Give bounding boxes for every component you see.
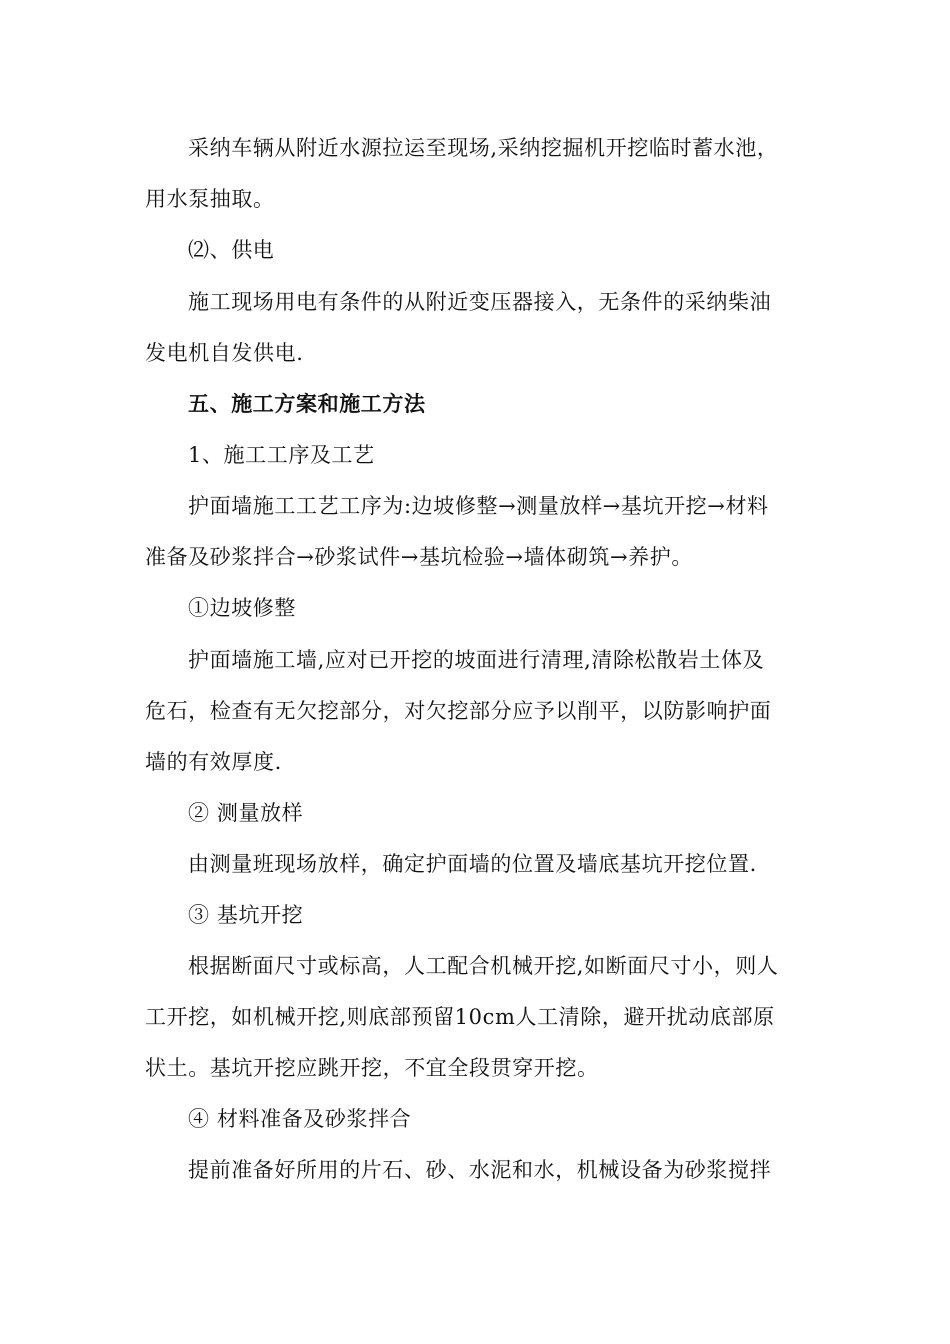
paragraph-survey-line-1: 由测量班现场放样，确定护面墙的位置及墙底基坑开挖位置. xyxy=(188,852,757,876)
paragraph-excavation-line-3: 状土。基坑开挖应跳开挖，不宜全段贯穿开挖。 xyxy=(145,1056,599,1080)
step-heading-survey-layout: ② 测量放样 xyxy=(188,801,304,825)
subheading-process: 1、施工工序及工艺 xyxy=(188,443,375,467)
step-heading-foundation-excavation: ③ 基坑开挖 xyxy=(188,903,304,927)
paragraph-process-line-1: 护面墙施工工艺工序为:边坡修整→测量放样→基坑开挖→材料 xyxy=(188,494,769,518)
paragraph-slope-line-2: 危石，检查有无欠挖部分，对欠挖部分应予以削平，以防影响护面 xyxy=(145,699,772,723)
paragraph-materials-line-1: 提前准备好所用的片石、砂、水泥和水，机械设备为砂浆搅拌 xyxy=(188,1158,772,1182)
section-heading-construction-plan: 五、施工方案和施工方法 xyxy=(188,391,426,416)
paragraph-slope-line-3: 墙的有效厚度. xyxy=(145,750,282,774)
subheading-power-supply: ⑵、供电 xyxy=(188,238,275,262)
step-heading-materials-mortar: ④ 材料准备及砂浆拌合 xyxy=(188,1107,412,1131)
step-heading-slope-trimming: ①边坡修整 xyxy=(188,596,296,620)
paragraph-slope-line-1: 护面墙施工墙,应对已开挖的坡面进行清理,清除松散岩土体及 xyxy=(188,648,765,672)
paragraph-power-line-2: 发电机自发供电. xyxy=(145,341,304,365)
paragraph-excavation-line-2: 工开挖，如机械开挖,则底部预留10cm人工清除，避开扰动底部原 xyxy=(145,1005,775,1029)
paragraph-excavation-line-1: 根据断面尺寸或标高，人工配合机械开挖,如断面尺寸小，则人 xyxy=(188,954,779,978)
paragraph-power-line-1: 施工现场用电有条件的从附近变压器接入，无条件的采纳柴油 xyxy=(188,290,772,314)
paragraph-water-supply-line-1: 采纳车辆从附近水源拉运至现场,采纳挖掘机开挖临时蓄水池， xyxy=(188,136,779,160)
paragraph-process-line-2: 准备及砂浆拌合→砂浆试件→基坑检验→墙体砌筑→养护。 xyxy=(145,545,693,569)
paragraph-water-supply-line-2: 用水泵抽取。 xyxy=(145,187,275,211)
